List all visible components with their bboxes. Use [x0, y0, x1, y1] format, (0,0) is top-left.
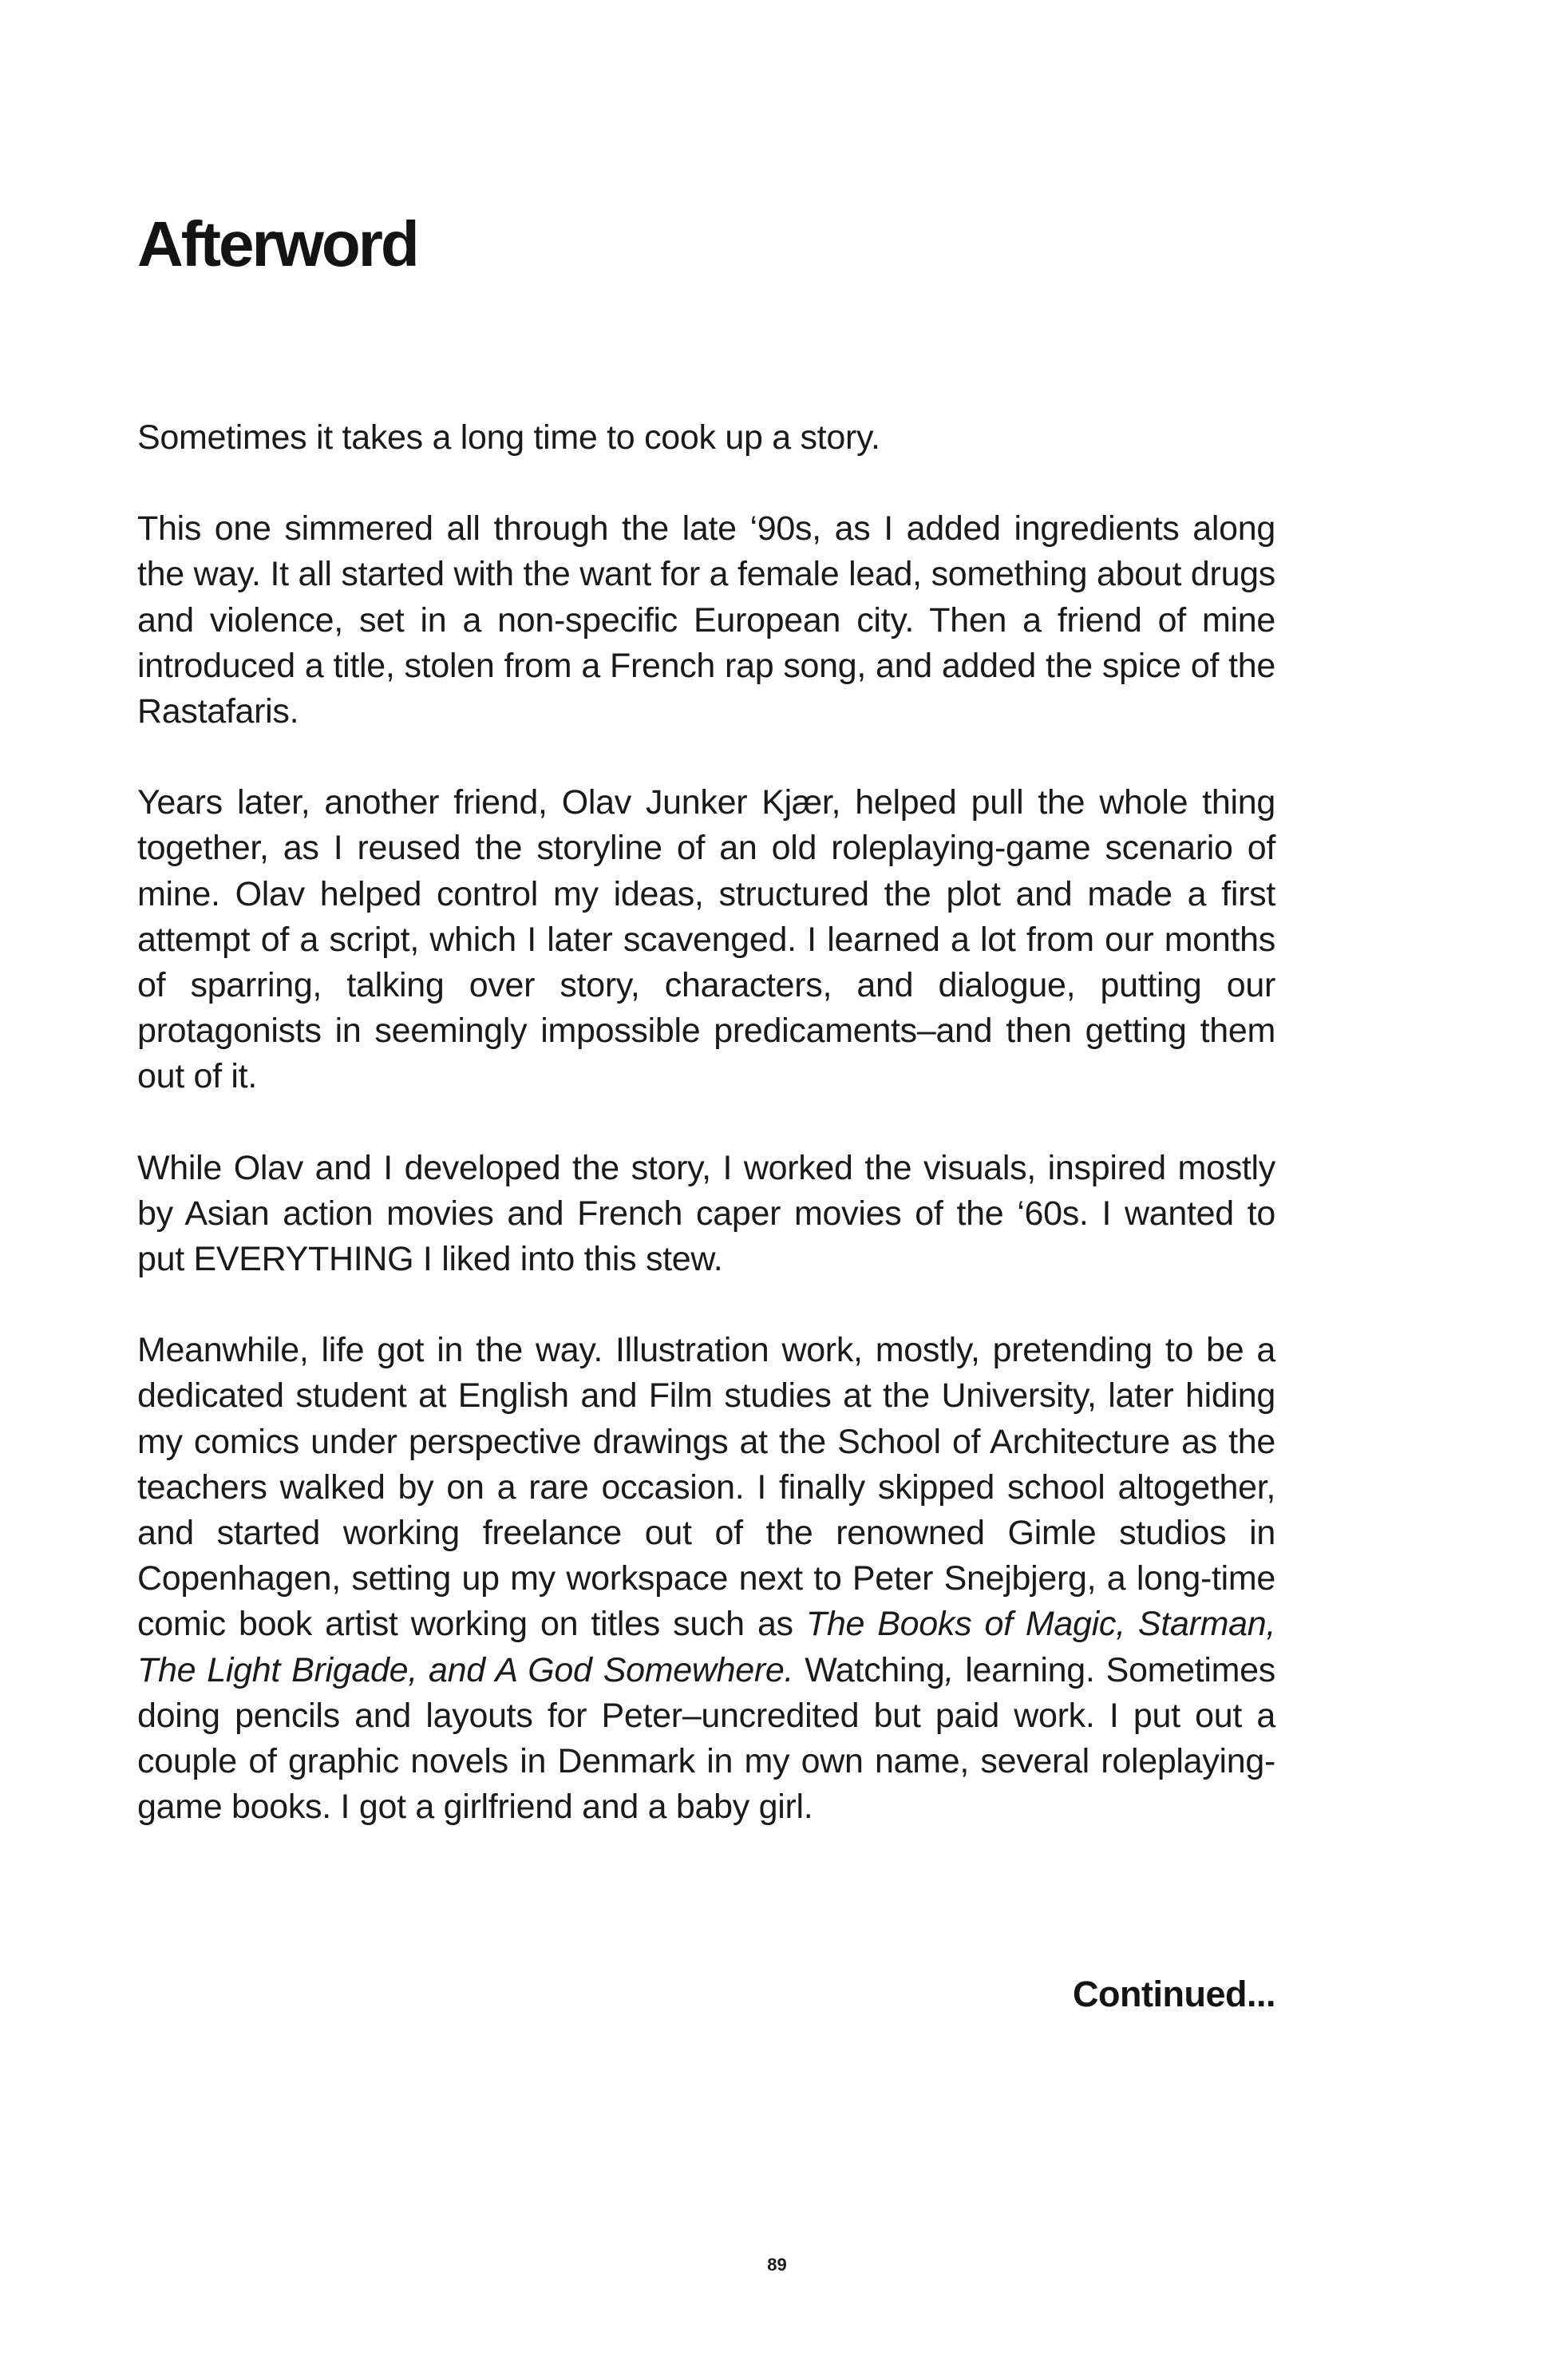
- paragraph-5-text-a: Meanwhile, life got in the way. Illustration work, mostly, pretending to be a dedicated student at English and Film studies at the University, later hiding my comics under perspective drawings at the School of Architecture as the teachers walked by on a rare occasion. I finally skipped school altogether, and started working freelance out of the renowned Gimle studios in Copenhagen, setting up my workspace next to Peter Snejbjerg, a long-time comic book artist working on titles such as: [137, 1331, 1275, 1644]
- paragraph-5-text-b: Watching: [793, 1650, 945, 1689]
- paragraph-3: Years later, another friend, Olav Junker Kjær, helped pull the whole thing together, as I reused the storyline of an old roleplaying-game scenario of mine. Olav helped control my ideas, structured the plot and made a first attempt of a script, which I later scavenged. I learned a lot from our months of sparring, talking over story, characters, and dialogue, putting our protagonists in seemingly impossible predicaments–and then getting them out of it.: [137, 783, 1275, 1096]
- paragraph-4: While Olav and I developed the story, I worked the visuals, inspired mostly by Asian action movies and French caper movies of the ‘60s. I wanted to put EVERYTHING I liked into this stew.: [137, 1148, 1275, 1279]
- page-number: 89: [767, 2255, 787, 2275]
- paragraph-1: Sometimes it takes a long time to cook up a story.: [137, 418, 880, 457]
- continued-label: Continued...: [1073, 1974, 1275, 2014]
- paragraph-2: This one simmered all through the late ‘90s, as I added ingredients along the way. It all started with the want for a female lead, something about drugs and violence, set in a non-specific European city. Then a friend of mine introduced a title, stolen from a French rap song, and added the spice of the Rastafaris.: [137, 509, 1275, 731]
- italic-comma: ,: [944, 1650, 955, 1689]
- paragraph-5: [137, 1328, 1275, 1830]
- paragraph-5-text-c: learning. Sometimes doing pencils and layouts for Peter–uncredited but paid work. I put out a couple of graphic novels in Denmark in my own name, several roleplaying-game books. I got a girlfriend and a baby girl.: [137, 1650, 1275, 1827]
- book-titles: The Books of Magic, Starman, The Light Brigade, and A God Somewhere.: [137, 1605, 1275, 1689]
- page-title: Afterword: [137, 208, 417, 279]
- body-text: [137, 415, 1275, 1875]
